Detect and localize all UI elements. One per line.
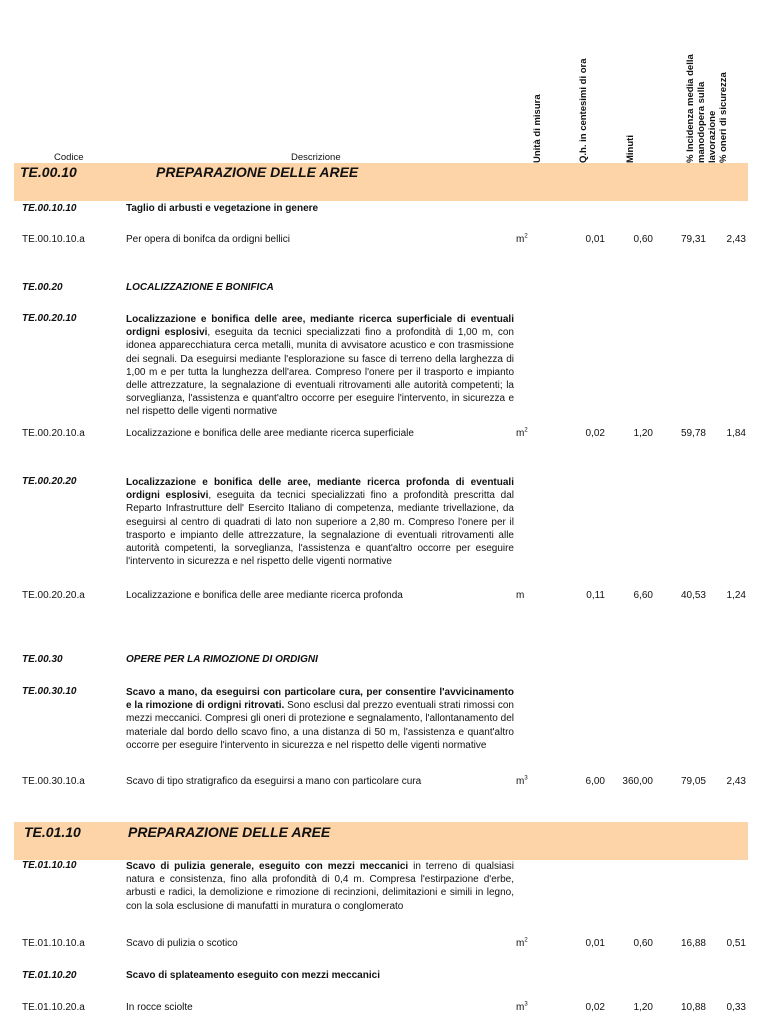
item-code: TE.00.10.10.a [22, 234, 85, 245]
item-minutes: 1,20 [633, 1002, 653, 1013]
item-safety: 2,43 [726, 776, 746, 787]
item-code: TE.01.10.20.a [22, 1002, 85, 1013]
item-safety: 0,33 [726, 1002, 746, 1013]
group-code: TE.01.10.20 [22, 970, 77, 981]
item-unit: m [516, 590, 525, 601]
section-code: TE.00.10 [20, 164, 77, 180]
group-description: Scavo a mano, da eseguirsi con particolare cura, per consentire l'avvicinamento e la rimozione di ordigni ritrovati. Sono esclusi dal prezzo eventuali strati rimossi con mezzi meccanici. Compresi gli oneri di protezione e segnalamento, l'allontanamento del materiale dal bordo dello scavo fino, a una distanza di 50 m, l'assistenza e quant'altro occorre per eseguire l'intervento in sicurezza e nel rispetto delle vigenti normative [126, 687, 514, 751]
item-incidence: 79,31 [680, 234, 706, 245]
column-header-incidenza-3: lavorazione [707, 110, 718, 163]
item-qh: 0,01 [585, 234, 605, 245]
item-description: Scavo di tipo stratigrafico da eseguirsi a mano con particolare cura [126, 776, 422, 787]
group-code: TE.01.10.10 [22, 860, 77, 871]
item-unit: $m^2$ [516, 427, 528, 439]
column-header-incidenza-2: manodopera sulla [696, 81, 707, 163]
column-header-incidenza-1: % Incidenza media della [685, 54, 696, 163]
item-incidence: 10,88 [680, 1002, 706, 1013]
item-description: Per opera di bonifca da ordigni bellici [126, 234, 290, 245]
item-qh: 0,01 [585, 938, 605, 949]
column-header-oneri: % oneri di sicurezza [718, 72, 729, 163]
section-code: TE.01.10 [24, 824, 81, 840]
item-safety: 1,84 [726, 428, 746, 439]
item-description: Localizzazione e bonifica delle aree mediante ricerca profonda [126, 590, 403, 601]
item-incidence: 79,05 [680, 776, 706, 787]
column-header-codice: Codice [54, 152, 84, 163]
group-title: OPERE PER LA RIMOZIONE DI ORDIGNI [126, 654, 318, 665]
item-code: TE.00.20.10.a [22, 428, 85, 439]
section-title: PREPARAZIONE DELLE AREE [156, 164, 359, 180]
group-description: Localizzazione e bonifica delle aree, mediante ricerca superficiale di eventuali ordigni esplosivi, eseguita da tecnici specializzati fino a profondità di 1,00 m, con idonea apparecchiatura cerca metalli, munita di avvisatore acustico e con trasmissione dei segnali. Da eseguirsi mediante l'esplorazione su fasce di terreno della larghezza di 1,00 m e per tutta la lunghezza dell'area. Compreso l'onere per il trasporto e impianto delle attrezzature, la segnalazione di eventuali ritrovamenti alle autorità competenti; la sorveglianza, l'assistenza e quant'altro occorre per eseguire l'intervento, in sicurezza e nel rispetto delle vigenti normative [126, 314, 514, 418]
item-qh: 0,02 [585, 428, 605, 439]
item-code: TE.00.20.20.a [22, 590, 85, 601]
item-incidence: 59,78 [680, 428, 706, 439]
section-title: PREPARAZIONE DELLE AREE [128, 824, 331, 840]
item-qh: 0,11 [586, 590, 605, 601]
column-header-minuti: Minuti [625, 135, 636, 163]
item-minutes: 0,60 [633, 234, 653, 245]
group-description: Localizzazione e bonifica delle aree, mediante ricerca profonda di eventuali ordigni esplosivi, eseguita da tecnici specializzati fino a profondità prescritta dal Reparto Infrastrutture dell' Esercito Italiano di competenza, mediante trivellazione, da eseguirsi al centro di quadrati di lato non superiore a 2,80 m. Compreso l'onere per il trasporto e impianto delle attrezzature, la segnalazione di eventuali ritrovamenti alle autorità competenti, la sorveglianza, l'assistenza e quant'altro occorre per eseguire l'intervento in sicurezza e nel rispetto delle vigenti normative [126, 477, 514, 568]
item-incidence: 40,53 [680, 590, 706, 601]
item-qh: 6,00 [585, 776, 605, 787]
item-safety: 2,43 [726, 234, 746, 245]
item-unit: $m^2$ [516, 233, 528, 245]
group-code: TE.00.10.10 [22, 203, 77, 214]
group-description: Scavo di pulizia generale, eseguito con mezzi meccanici in terreno di qualsiasi natura e consistenza, fino alla profondità di 0,4 m. Compresa l'estirpazione d'erbe, arbusti e radici, la demolizione e rimozione di recinzioni, delimitazioni e simili in legno, con la sola esclusione di manufatti in muratura o conglomerato [126, 861, 514, 912]
item-incidence: 16,88 [680, 938, 706, 949]
group-code: TE.00.30.10 [22, 686, 77, 697]
group-code: TE.00.30 [22, 654, 63, 665]
item-unit: $m^3$ [516, 775, 528, 787]
group-code: TE.00.20 [22, 282, 63, 293]
column-header-descrizione: Descrizione [291, 152, 341, 163]
item-description: Localizzazione e bonifica delle aree mediante ricerca superficiale [126, 428, 414, 439]
column-header-unita: Unità di misura [532, 94, 543, 163]
item-unit: $m^2$ [516, 937, 528, 949]
item-unit: $m^3$ [516, 1001, 528, 1013]
item-minutes: 6,60 [633, 590, 653, 601]
section-band [14, 163, 748, 201]
item-description: In rocce sciolte [126, 1002, 193, 1013]
item-qh: 0,02 [585, 1002, 605, 1013]
column-header-qh: Q.h. in centesimi di ora [578, 58, 589, 163]
item-minutes: 1,20 [633, 428, 653, 439]
group-title: Scavo di splateamento eseguito con mezzi meccanici [126, 970, 380, 981]
group-title: LOCALIZZAZIONE E BONIFICA [126, 282, 274, 293]
item-code: TE.00.30.10.a [22, 776, 85, 787]
item-code: TE.01.10.10.a [22, 938, 85, 949]
item-minutes: 0,60 [633, 938, 653, 949]
group-code: TE.00.20.10 [22, 313, 77, 324]
section-band [14, 822, 748, 860]
group-title: Taglio di arbusti e vegetazione in genere [126, 203, 319, 214]
item-safety: 0,51 [726, 938, 746, 949]
item-safety: 1,24 [726, 590, 746, 601]
item-minutes: 360,00 [622, 776, 653, 787]
group-code: TE.00.20.20 [22, 476, 77, 487]
item-description: Scavo di pulizia o scotico [126, 938, 238, 949]
